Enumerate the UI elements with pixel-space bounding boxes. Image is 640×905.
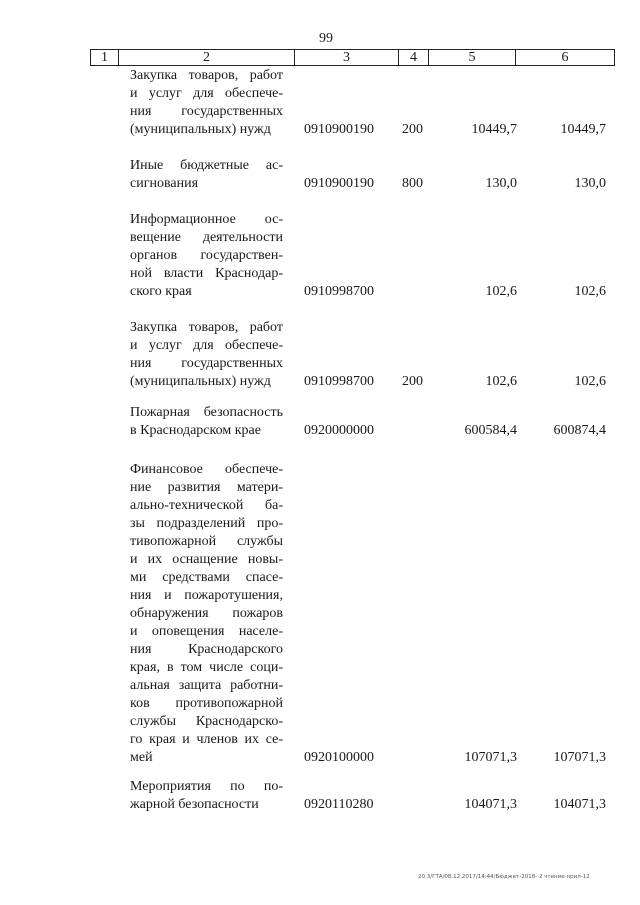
row-amount-col5: 102,6 — [485, 284, 517, 299]
row-amount-col5: 130,0 — [485, 176, 517, 191]
row-amount-col6: 10449,7 — [560, 122, 606, 137]
row-name-line: ков противопожарной — [130, 696, 283, 711]
row-name-line: органов государствен- — [130, 248, 283, 263]
row-name — [130, 319, 283, 391]
row-name-line: Информационное ос- — [130, 212, 283, 227]
row-amount-col5: 102,6 — [485, 374, 517, 389]
column-header-4: 4 — [399, 50, 429, 66]
row-name — [130, 778, 283, 814]
row-amount-col6: 102,6 — [574, 284, 606, 299]
row-name-line: в Краснодарском крае — [130, 423, 261, 438]
row-expense-type-code: 800 — [402, 176, 423, 191]
row-name-line: мей — [130, 750, 153, 765]
column-header-5: 5 — [429, 50, 516, 66]
row-name-line: ния государственных — [130, 104, 283, 119]
row-name-line: ми средствами спасе- — [130, 570, 283, 585]
row-name — [130, 211, 283, 301]
row-amount-col5: 104071,3 — [464, 797, 517, 812]
row-name-line: зы подразделений про- — [130, 516, 283, 531]
row-target-article-code: 0910900190 — [304, 176, 374, 191]
row-name-line: ной власти Краснодар- — [130, 266, 283, 281]
row-target-article-code: 0920110280 — [304, 797, 374, 812]
column-header-3: 3 — [295, 50, 399, 66]
row-expense-type-code: 200 — [402, 374, 423, 389]
row-name-line: (муниципальных) нужд — [130, 122, 271, 137]
row-name-line: Мероприятия по по- — [130, 779, 283, 794]
row-name-line: ского края — [130, 284, 192, 299]
row-name-line: Иные бюджетные ас- — [130, 158, 283, 173]
row-name-line: ния государственных — [130, 356, 283, 371]
row-name-line: и услуг для обеспече- — [130, 338, 283, 353]
row-target-article-code: 0920000000 — [304, 423, 374, 438]
row-name — [130, 404, 283, 440]
row-name-line: ния Краснодарского — [130, 642, 283, 657]
row-amount-col5: 600584,4 — [464, 423, 517, 438]
row-name-line: края, в том числе соци- — [130, 660, 283, 675]
row-name-line: Закупка товаров, работ — [130, 68, 283, 83]
row-amount-col6: 102,6 — [574, 374, 606, 389]
row-name — [130, 461, 283, 767]
row-amount-col5: 10449,7 — [471, 122, 517, 137]
page-number: 99 — [319, 31, 333, 46]
row-amount-col6: 104071,3 — [553, 797, 606, 812]
row-amount-col6: 600874,4 — [553, 423, 606, 438]
row-target-article-code: 0910900190 — [304, 122, 374, 137]
row-name-line: Финансовое обеспече- — [130, 462, 283, 477]
row-name-line: Пожарная безопасность — [130, 405, 283, 420]
row-amount-col6: 130,0 — [574, 176, 606, 191]
row-name-line: альная защита работни- — [130, 678, 283, 693]
row-target-article-code: 0910998700 — [304, 284, 374, 299]
footer-stamp: 20.3/ГТА/08.12.2017/14:44/Бюджет-2018- 2 чтение-прил-12 — [418, 874, 590, 880]
row-amount-col5: 107071,3 — [464, 750, 517, 765]
row-name-line: ние развития матери- — [130, 480, 283, 495]
row-name — [130, 67, 283, 139]
row-name-line: службы Краснодарско- — [130, 714, 283, 729]
column-header-1: 1 — [91, 50, 119, 66]
row-name-line: сигнования — [130, 176, 199, 191]
row-target-article-code: 0920100000 — [304, 750, 374, 765]
column-header-2: 2 — [119, 50, 295, 66]
row-name-line: и их оснащение новы- — [130, 552, 283, 567]
row-name-line: и услуг для обеспече- — [130, 86, 283, 101]
column-header-6: 6 — [516, 50, 615, 66]
row-target-article-code: 0910998700 — [304, 374, 374, 389]
row-amount-col6: 107071,3 — [553, 750, 606, 765]
row-expense-type-code: 200 — [402, 122, 423, 137]
row-name-line: и оповещения населе- — [130, 624, 283, 639]
row-name-line: обнаружения пожаров — [130, 606, 283, 621]
row-name-line: Закупка товаров, работ — [130, 320, 283, 335]
row-name-line: тивопожарной службы — [130, 534, 283, 549]
row-name-line: ально-технической ба- — [130, 498, 283, 513]
row-name-line: вещение деятельности — [130, 230, 283, 245]
row-name — [130, 157, 283, 193]
row-name-line: ния и пожаротушения, — [130, 588, 283, 603]
row-name-line: го края и членов их се- — [130, 732, 283, 747]
row-name-line: (муниципальных) нужд — [130, 374, 271, 389]
row-name-line: жарной безопасности — [130, 797, 259, 812]
